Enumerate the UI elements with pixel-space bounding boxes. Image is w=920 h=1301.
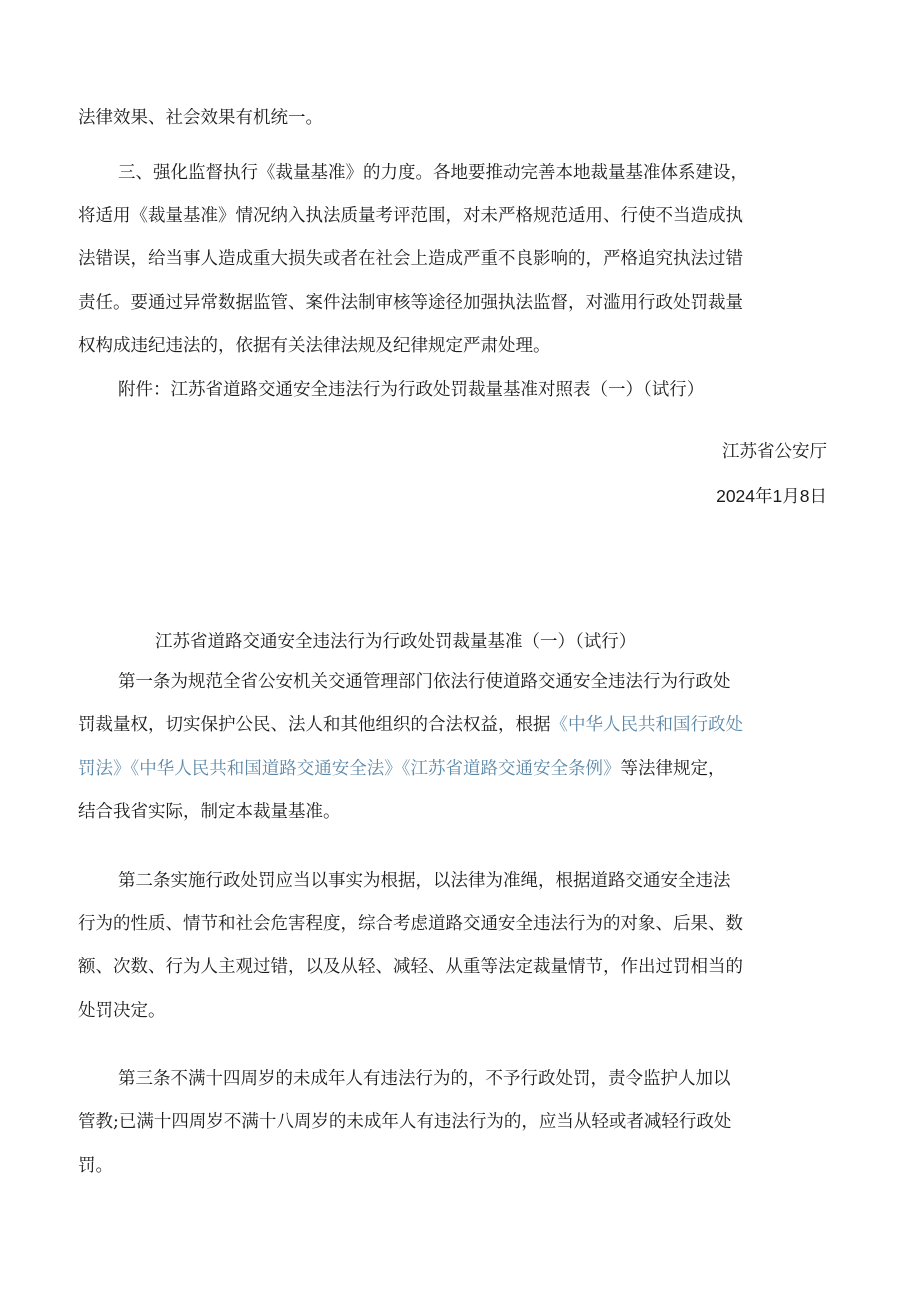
paragraph-line: 法律效果、社会效果有机统一。 xyxy=(78,108,323,128)
paragraph-line: 法错误，给当事人造成重大损失或者在社会上造成严重不良影响的，严格追究执法过错 xyxy=(78,249,743,269)
article-3-line: 第三条不满十四周岁的未成年人有违法行为的，不予行政处罚，责令监护人加以 xyxy=(118,1069,731,1089)
attachment-line: 附件：江苏省道路交通安全违法行为行政处罚裁量基准对照表（一）（试行） xyxy=(118,380,705,400)
issue-date: 2024年1月8日 xyxy=(716,486,827,506)
standard-title: 江苏省道路交通安全违法行为行政处罚裁量基准（一）（试行） xyxy=(155,632,637,652)
law-link-administrative-penalty-law[interactable]: 罚法》 xyxy=(78,759,131,779)
article-1-line: 结合我省实际，制定本裁量基准。 xyxy=(78,802,341,822)
article-1-text: 罚裁量权，切实保护公民、法人和其他组织的合法权益，根据 xyxy=(78,715,551,735)
paragraph-line: 权构成违纪违法的，依据有关法律法规及纪律规定严肃处理。 xyxy=(78,336,551,356)
paragraph-line: 将适用《裁量基准》情况纳入执法质量考评范围，对未严格规范适用、行使不当造成执 xyxy=(78,206,743,226)
article-3-line: 罚。 xyxy=(78,1156,113,1176)
issuer-name: 江苏省公安厅 xyxy=(722,442,827,462)
section-three-heading-line: 三、强化监督执行《裁量基准》的力度。各地要推动完善本地裁量基准体系建设， xyxy=(118,163,748,183)
article-1-line xyxy=(78,709,830,741)
paragraph-line: 责任。要通过异常数据监管、案件法制审核等途径加强执法监督，对滥用行政处罚裁量 xyxy=(78,293,743,313)
article-1-line: 第一条为规范全省公安机关交通管理部门依法行使道路交通安全违法行为行政处 xyxy=(118,672,731,692)
article-2-line: 行为的性质、情节和社会危害程度，综合考虑道路交通安全违法行为的对象、后果、数 xyxy=(78,914,743,934)
law-link-jiangsu-road-traffic-regulations[interactable]: 《江苏省道路交通安全条例》 xyxy=(401,759,621,779)
law-link-administrative-penalty-law[interactable]: 《中华人民共和国行政处 xyxy=(550,715,743,735)
article-3-line: 管教;已满十四周岁不满十八周岁的未成年人有违法行为的，应当从轻或者减轻行政处 xyxy=(78,1112,732,1132)
article-2-line: 额、次数、行为人主观过错，以及从轻、减轻、从重等法定裁量情节，作出过罚相当的 xyxy=(78,957,743,977)
law-link-road-traffic-safety-law[interactable]: 《中华人民共和国道路交通安全法》 xyxy=(130,759,402,779)
article-1-line xyxy=(78,753,830,785)
article-2-line: 处罚决定。 xyxy=(78,1001,166,1021)
article-1-text: 等法律规定， xyxy=(620,759,726,779)
article-2-line: 第二条实施行政处罚应当以事实为根据，以法律为准绳，根据道路交通安全违法 xyxy=(118,871,731,891)
